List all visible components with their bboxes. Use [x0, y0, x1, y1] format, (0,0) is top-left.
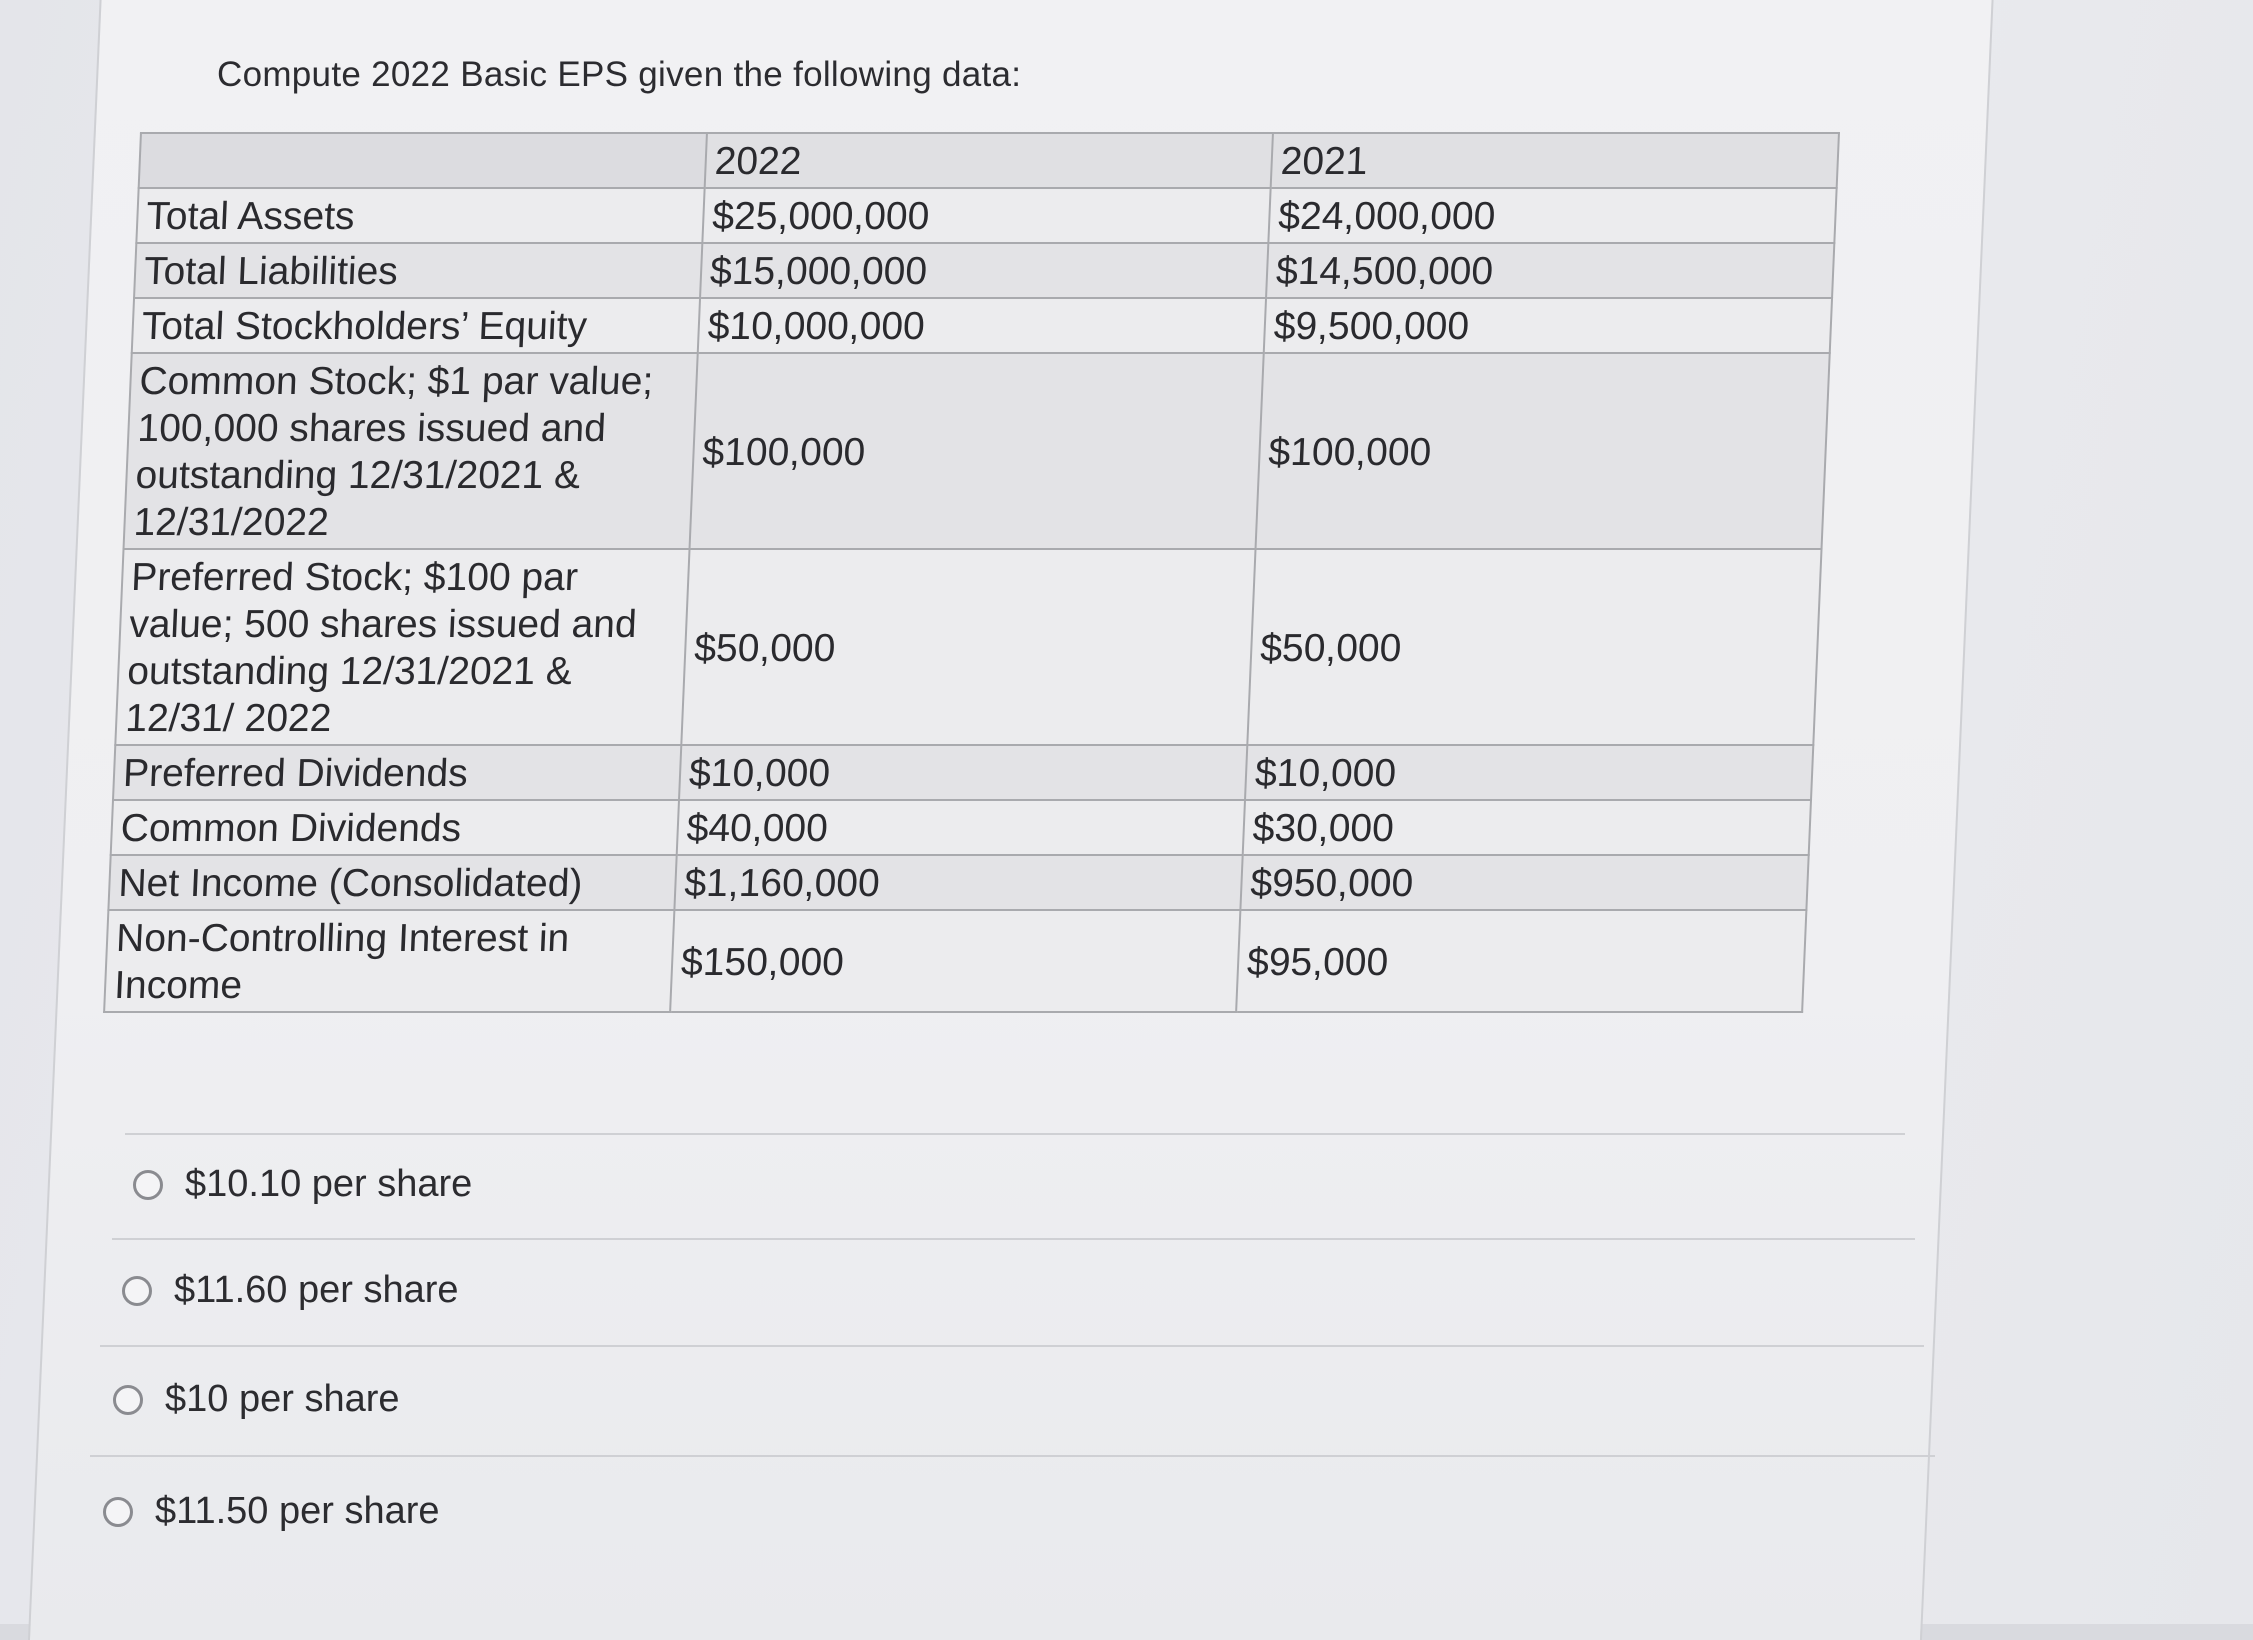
value-2022: $40,000 [677, 800, 1245, 855]
table-row-total-equity [132, 298, 1832, 353]
value-2021: $10,000 [1245, 745, 1813, 800]
value-2021: $14,500,000 [1266, 243, 1834, 298]
value-2022: $10,000,000 [698, 298, 1266, 353]
value-2022: $10,000 [679, 745, 1247, 800]
row-label-line: Preferred Stock; $100 par [130, 556, 579, 599]
value-2021: $950,000 [1240, 855, 1808, 910]
value-2021: $24,000,000 [1268, 188, 1836, 243]
value-2021: $95,000 [1236, 910, 1806, 1012]
answer-option-label[interactable]: $10 per share [165, 1378, 400, 1420]
row-label [104, 910, 674, 1012]
radio-button-icon[interactable] [133, 1170, 163, 1200]
option-divider [125, 1133, 1905, 1135]
table-row-preferred-stock [115, 549, 1821, 745]
value-2021: $30,000 [1243, 800, 1811, 855]
value-2022: $25,000,000 [702, 188, 1270, 243]
table-row-non-controlling-interest [104, 910, 1806, 1012]
row-label-line: Income [113, 964, 244, 1007]
radio-button-icon[interactable] [113, 1385, 143, 1415]
value-2022: $50,000 [681, 549, 1255, 745]
value-2021: $9,500,000 [1264, 298, 1832, 353]
answer-option-label[interactable]: $11.60 per share [174, 1269, 459, 1311]
value-2022: $1,160,000 [674, 855, 1242, 910]
radio-button-icon[interactable] [103, 1497, 133, 1527]
row-label-line: Non-Controlling Interest in [115, 917, 571, 960]
answer-option-2[interactable] [122, 1269, 459, 1312]
answer-option-3[interactable] [113, 1378, 400, 1421]
value-2022: $15,000,000 [700, 243, 1268, 298]
answer-option-label[interactable]: $10.10 per share [185, 1163, 473, 1205]
value-2022: $100,000 [690, 353, 1264, 549]
value-2022: $150,000 [670, 910, 1240, 1012]
row-label-line: outstanding 12/31/2021 & [134, 454, 582, 497]
option-divider [100, 1345, 1924, 1347]
header-blank-cell [139, 133, 707, 188]
row-label: Common Dividends [111, 800, 679, 855]
row-label-line: 12/31/2022 [132, 501, 330, 544]
header-2022: 2022 [705, 133, 1273, 188]
value-2021: $100,000 [1256, 353, 1830, 549]
financial-data-table [103, 132, 1840, 1013]
row-label: Total Assets [136, 188, 704, 243]
row-label-line: Common Stock; $1 par value; [138, 360, 655, 403]
row-label: Total Liabilities [134, 243, 702, 298]
row-label [124, 353, 698, 549]
row-label-line: 100,000 shares issued and [136, 407, 607, 450]
row-label: Total Stockholders’ Equity [132, 298, 700, 353]
option-divider [112, 1238, 1915, 1240]
table-row-net-income [108, 855, 1808, 910]
table-row-preferred-dividends [113, 745, 1813, 800]
value-2021: $50,000 [1247, 549, 1821, 745]
header-2021: 2021 [1271, 133, 1839, 188]
table-row-common-stock [124, 353, 1830, 549]
row-label-line: value; 500 shares issued and [128, 603, 638, 646]
row-label: Preferred Dividends [113, 745, 681, 800]
answer-option-4[interactable] [103, 1490, 440, 1533]
question-text: Compute 2022 Basic EPS given the following data: [217, 55, 1022, 94]
table-header-row [139, 133, 1839, 188]
table-row-total-liabilities [134, 243, 1834, 298]
table-row-total-assets [136, 188, 1836, 243]
row-label [115, 549, 689, 745]
answer-option-1[interactable] [133, 1163, 472, 1206]
answer-option-label[interactable]: $11.50 per share [155, 1490, 440, 1532]
row-label-line: outstanding 12/31/2021 & [126, 650, 573, 693]
option-divider [90, 1455, 1935, 1457]
row-label: Net Income (Consolidated) [108, 855, 676, 910]
row-label-line: 12/31/ 2022 [124, 697, 333, 740]
table-row-common-dividends [111, 800, 1811, 855]
radio-button-icon[interactable] [122, 1276, 152, 1306]
